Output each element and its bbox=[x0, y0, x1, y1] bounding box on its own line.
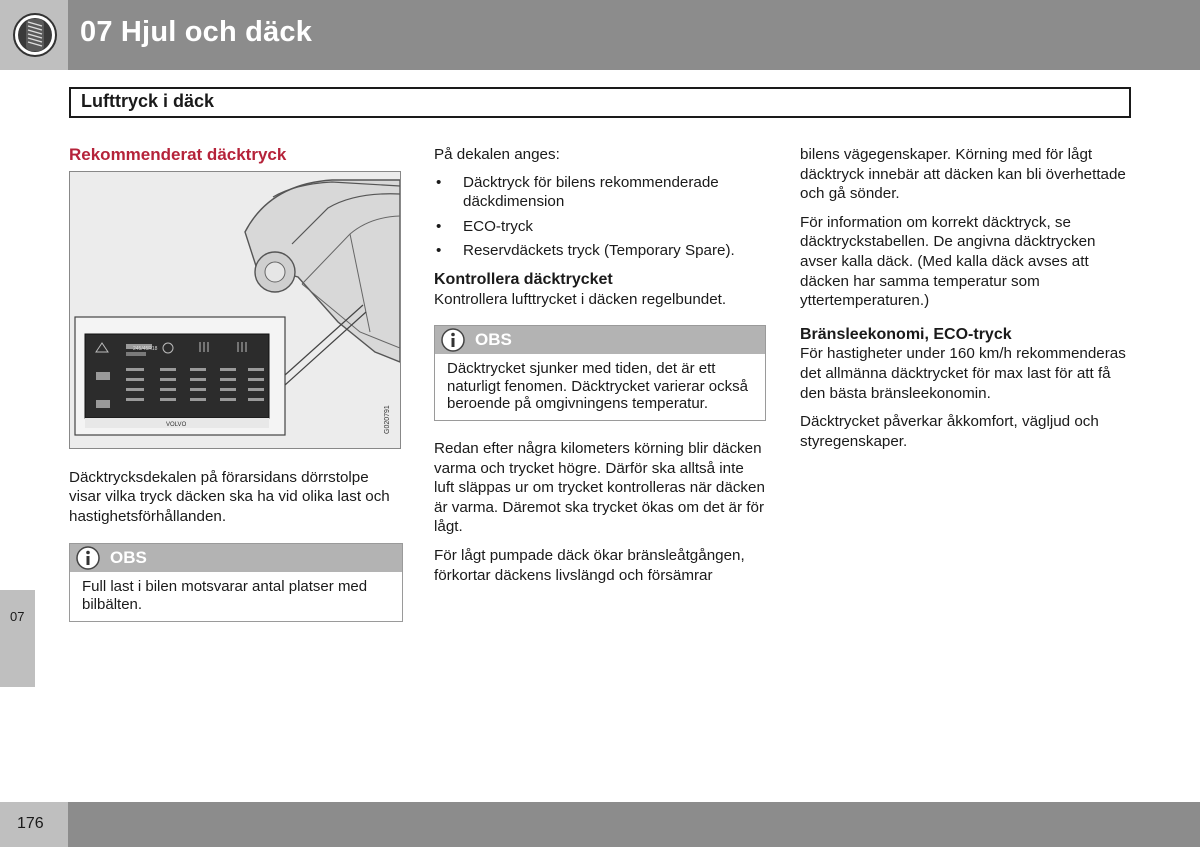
decal-size: 245/45R18 bbox=[133, 345, 158, 352]
chapter-tab-label: 07 bbox=[10, 609, 25, 624]
column-2 bbox=[434, 145, 768, 594]
decal-paragraph: Däcktrycksdekalen på förarsidans dörrstolpe visar vilka tryck däcken ska ha vid olika last och hastighetsförhållanden. bbox=[69, 468, 390, 525]
eco-pressure-paragraph: För hastigheter under 160 km/h rekommenderas det allmänna däcktrycket för max last för att få den bästa bränsleekonomin. bbox=[800, 345, 1126, 402]
obs-label: OBS bbox=[110, 548, 147, 568]
info-icon bbox=[76, 546, 100, 570]
warm-tires-paragraph: Redan efter några kilometers körning blir däcken varma och trycket högre. Därför ska alltså inte luft släppas ur om trycket kontrolleras när däcken är varma. Däremot ska trycket ökas om det är för lågt. bbox=[434, 439, 765, 536]
info-icon bbox=[441, 328, 465, 352]
figure-code: G020791 bbox=[384, 404, 391, 434]
chapter-title: 07 Hjul och däck bbox=[80, 16, 313, 48]
car-door-illustration bbox=[70, 172, 400, 448]
section-title-box bbox=[69, 87, 1131, 118]
list-item: • Däcktryck för bilens rekommenderade däckdimension bbox=[434, 173, 768, 212]
list-item: • ECO-tryck bbox=[434, 217, 768, 237]
column-1 bbox=[69, 145, 403, 622]
section-title: Lufttryck i däck bbox=[81, 91, 215, 111]
obs-label: OBS bbox=[475, 330, 512, 350]
decal-brand: VOLVO bbox=[166, 421, 187, 428]
comfort-paragraph: Däcktrycket påverkar åkkomfort, vägljud och styregenskaper. bbox=[800, 413, 1099, 450]
obs-note-header bbox=[70, 544, 402, 572]
chapter-tab bbox=[0, 590, 35, 687]
tire-decal-figure bbox=[69, 171, 401, 449]
footer-bar bbox=[68, 802, 1200, 847]
obs-note-2 bbox=[434, 325, 766, 421]
heading-check-pressure: Kontrollera däcktrycket bbox=[434, 270, 613, 288]
heading-recommended-pressure: Rekommenderat däcktryck bbox=[69, 145, 287, 164]
obs-note-text: Full last i bilen motsvarar antal platser med bilbälten. bbox=[82, 578, 368, 613]
decal-intro: På dekalen anges: bbox=[434, 146, 560, 163]
decal-contents-list bbox=[434, 173, 768, 261]
low-pressure-paragraph: För lågt pumpade däck ökar bränsleåtgången, förkortar däckens livslängd och försämrar bbox=[434, 546, 745, 584]
list-item: • Reservdäckets tryck (Temporary Spare). bbox=[434, 241, 768, 261]
pressure-table-paragraph: För information om korrekt däcktryck, se däcktryckstabellen. De angivna däcktrycken avser kalla däck. (Med kalla däck avses att däcken har samma temperatur som yttertemperaturen.) bbox=[800, 213, 1096, 310]
heading-fuel-economy: Bränsleekonomi, ECO-tryck bbox=[800, 325, 1012, 343]
page-number: 176 bbox=[17, 815, 44, 832]
obs-note-header bbox=[435, 326, 765, 354]
vehicle-handling-paragraph: bilens vägegenskaper. Körning med för lågt däcktryck innebär att däcken kan bli överhettade och gå sönder. bbox=[800, 146, 1126, 203]
check-pressure-text: Kontrollera lufttrycket i däcken regelbundet. bbox=[434, 290, 727, 308]
column-3 bbox=[800, 145, 1136, 460]
obs-note-1 bbox=[69, 543, 403, 621]
tire-icon bbox=[12, 12, 58, 58]
obs-note-text: Däcktrycket sjunker med tiden, det är ett naturligt fenomen. Däcktrycket varierar också beroende på omgivningens temperatur. bbox=[447, 360, 748, 413]
